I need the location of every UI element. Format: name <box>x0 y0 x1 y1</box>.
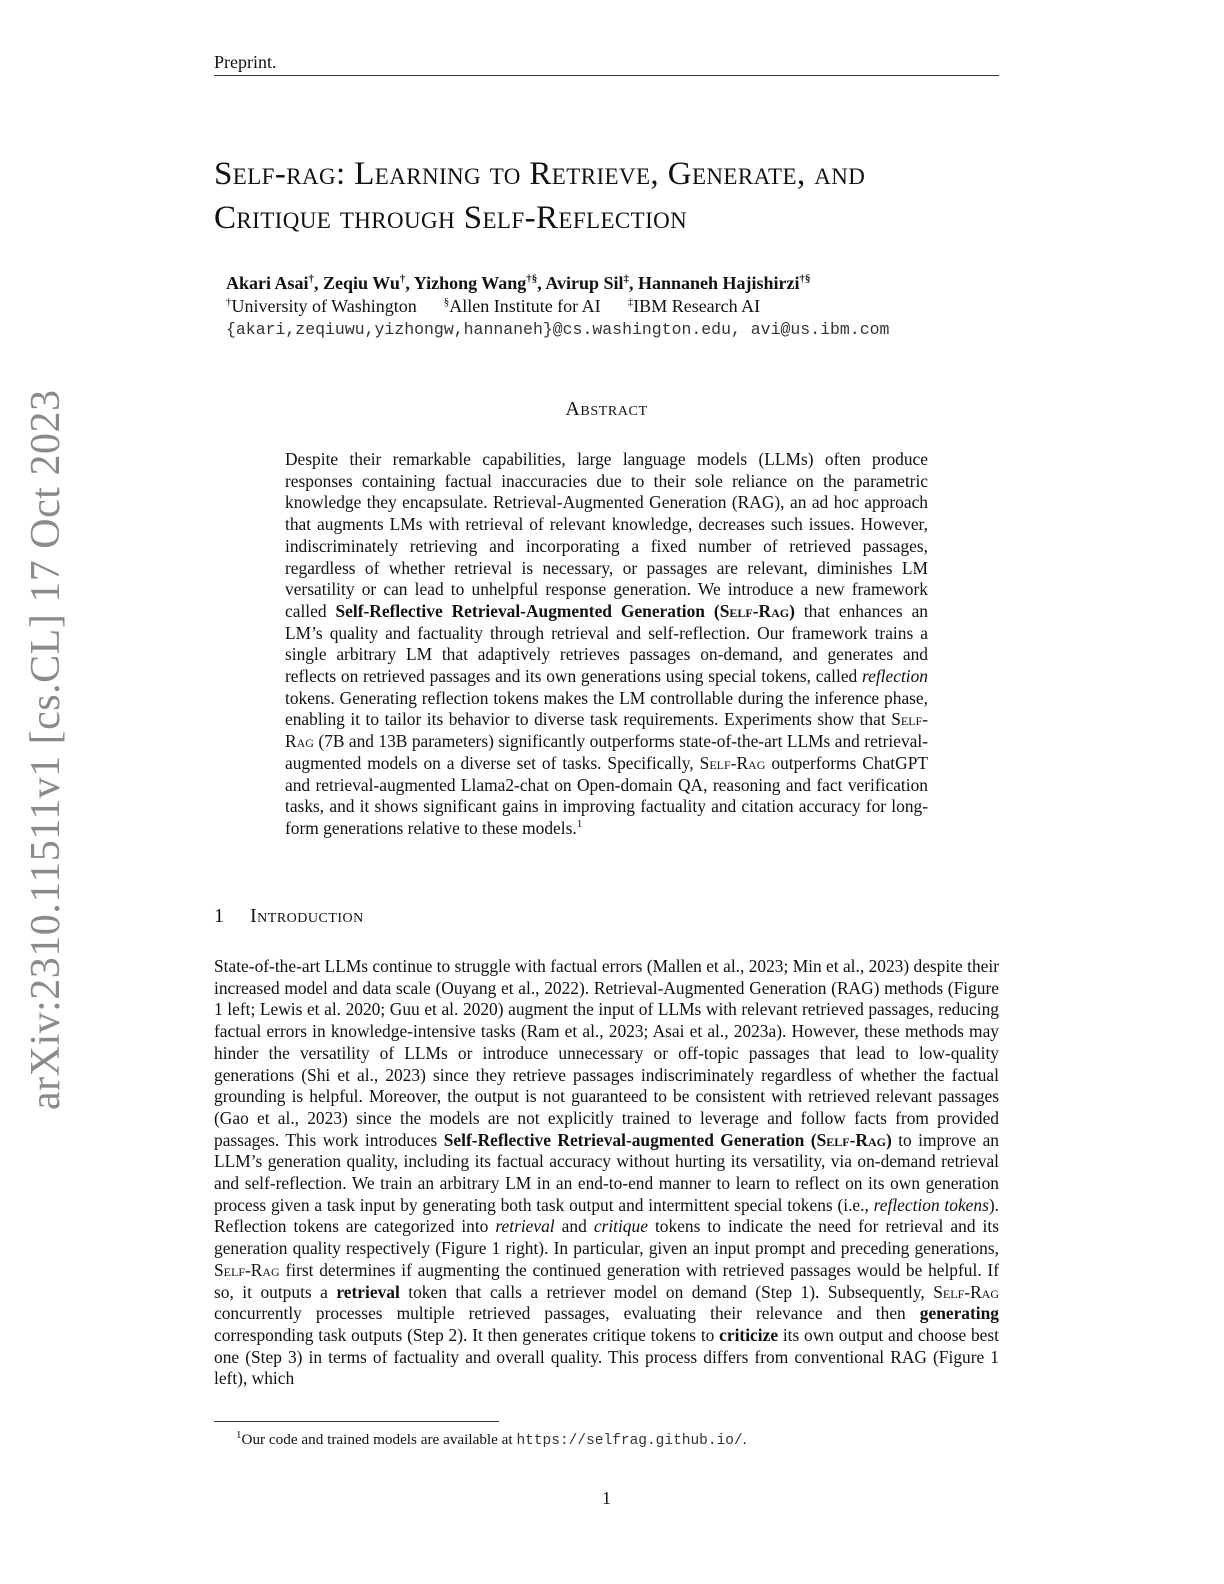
intro-text: ). Reflection tokens are categorized into <box>214 1194 999 1237</box>
intro-text: concurrently processes multiple retrieved passages, evaluating their relevance and then <box>214 1303 920 1324</box>
footnote-mark: 1 <box>236 1428 242 1441</box>
footnote-divider <box>214 1421 499 1422</box>
intro-text: first determines if augmenting the continued generation with retrieved passages would be helpful. If so, it outputs a <box>214 1259 999 1302</box>
abstract-italic: reflection <box>862 666 928 687</box>
intro-bold: Self-Reflective Retrieval-augmented Generation (Self-Rag) <box>443 1129 892 1150</box>
intro-text: State-of-the-art LLMs continue to struggle with factual errors (Mallen et al., 2023; Min et al., 2023) despite their increased model and data scale (Ouyang et al., 2022). Retrieval-Augmented Generation (RAG) methods (Figure 1 left; Lewis et al. 2020; Guu et al. 2020) augment the input of LLMs with relevant retrieved passages, reducing factual errors in knowledge-intensive tasks (Ram et al., 2023; Asai et al., 2023a). However, these methods may hinder the versatility of LLMs or introduce unnecessary or off-topic passages that lead to low-quality generations (Shi et al., 2023) since they retrieve passages indiscriminately regardless of whether the factual grounding is helpful. Moreover, the output is not guaranteed to be consistent with retrieved relevant passages (Gao et al., 2023) since the models are not explicitly trained to leverage and follow facts from provided passages. This work introduces <box>214 956 999 1150</box>
running-header: Preprint. <box>214 52 999 76</box>
author-mark: †§ <box>526 273 538 285</box>
intro-text: tokens to indicate the need for retrieval and its generation quality respectively (Figure 1 right). In particular, given an input prompt and preceding generations, <box>214 1216 999 1259</box>
affiliation-mark: § <box>443 296 450 308</box>
intro-bold: generating <box>919 1303 999 1324</box>
method-name: Self-Rag <box>719 600 790 621</box>
author-name: Akari Asai <box>226 273 309 293</box>
paper-title <box>214 152 1014 240</box>
footnote-link[interactable]: https://selfrag.github.io/ <box>516 1433 743 1449</box>
intro-italic: retrieval <box>495 1216 555 1237</box>
affiliation-mark: ‡ <box>627 296 634 308</box>
abstract-text: Despite their remarkable capabilities, large language models (LLMs) often produce responses containing factual inaccuracies due to their sole reliance on the parametric knowledge they encapsulate. Retrieval-Augmented Generation (RAG), an ad hoc approach that augments LMs with retrieval of relevant knowledge, decreases such issues. However, indiscriminately retrieving and incorporating a fixed number of retrieved passages, regardless of whether retrieval is necessary, or passages are relevant, diminishes LM versatility or can lead to unhelpful response generation. We introduce a new framework called <box>285 449 928 621</box>
abstract-body <box>285 449 928 840</box>
intro-text: to improve an LLM’s generation quality, including its factual accuracy without hurting its versatility, via on-demand retrieval and self-reflection. We train an arbitrary LM in an end-to-end manner to learn to reflect on its own generation process given a task input by generating both task output and intermittent special tokens (i.e., <box>214 1129 999 1215</box>
arxiv-identifier-stamp: arXiv:2310.11511v1 [cs.CL] 17 Oct 2023 <box>23 389 69 1110</box>
method-name: Self-Rag <box>285 709 928 752</box>
abstract-bold: Self-Reflective Retrieval-Augmented Generation (Self-Rag) <box>335 600 795 621</box>
method-name: Self-Rag <box>933 1281 999 1302</box>
intro-bold: criticize <box>719 1324 779 1345</box>
abstract-text: (7B and 13B parameters) significantly outperforms state-of-the-art LLMs and retrieval-augmented models on a diverse set of tasks. Specifically, <box>285 731 928 773</box>
abstract-text: outperforms ChatGPT and retrieval-augmented Llama2-chat on Open-domain QA, reasoning and fact verification tasks, and it shows significant gains in improving factuality and citation accuracy for long-form generations relative to these models. <box>285 752 928 838</box>
author-name: Yizhong Wang <box>413 273 527 293</box>
section-title: Introduction <box>250 905 364 927</box>
affiliation: University of Washington <box>231 296 417 316</box>
affiliation-mark: † <box>226 296 232 308</box>
author-mark: † <box>399 273 406 285</box>
author-mark: ‡ <box>623 273 629 285</box>
method-name: Self-Rag <box>816 1129 886 1150</box>
author-emails: {akari,zeqiuwu,yizhongw,hannaneh}@cs.washington.edu, avi@us.ibm.com <box>226 320 890 339</box>
author-mark: †§ <box>799 273 811 285</box>
author-name: Hannaneh Hajishirzi <box>638 273 800 293</box>
intro-text: and <box>554 1216 594 1237</box>
affiliation: Allen Institute for AI <box>449 296 601 316</box>
intro-bold: retrieval <box>336 1281 400 1302</box>
author-mark: † <box>308 273 315 285</box>
footnote-ref: 1 <box>576 818 583 831</box>
footnote: $^1$Our code and trained models are available at https://selfrag.github.io/. <box>236 1428 747 1449</box>
intro-italic: reflection tokens <box>873 1194 989 1215</box>
intro-text: corresponding task outputs (Step 2). It then generates critique tokens to <box>214 1324 720 1345</box>
page-number: 1 <box>602 1488 611 1508</box>
method-name: Self-Rag <box>214 1259 280 1280</box>
intro-text: its own output and choose best one (Step 3) in terms of factuality and overall quality. This process differs from conventional RAG (Figure 1 left), which <box>214 1324 999 1389</box>
abstract-text: tokens. Generating reflection tokens makes the LM controllable during the inference phase, enabling it to tailor its behavior to diverse task requirements. Experiments show that <box>285 687 928 730</box>
abstract-text: that enhances an LM’s quality and factuality through retrieval and self-reflection. Our framework trains a single arbitrary LM that adaptively retrieves passages on-demand, and generates and reflects on retrieved passages and its own generations using special tokens, called <box>285 600 928 687</box>
footnote-text: Our code and trained models are available at <box>241 1431 517 1448</box>
author-names: Akari Asai†, Zeqiu Wu†, Yizhong Wang†§, Avirup Sil‡, Hannaneh Hajishirzi†§ <box>226 273 811 293</box>
title-line-2: Critique through Self-Reflection <box>214 200 688 236</box>
title-line-1: Self-rag: Learning to Retrieve, Generate, and <box>214 156 866 192</box>
section-number: 1 <box>214 905 225 927</box>
author-name: Avirup Sil <box>545 273 624 293</box>
section-heading-introduction <box>214 905 999 928</box>
affiliation: IBM Research AI <box>633 296 761 316</box>
abstract-heading: Abstract <box>565 398 648 420</box>
author-block <box>226 272 1016 341</box>
affiliations <box>226 295 1016 318</box>
intro-text: token that calls a retriever model on demand (Step 1). Subsequently, <box>399 1281 934 1302</box>
intro-italic: critique <box>593 1216 648 1237</box>
method-name: Self-Rag <box>699 752 766 773</box>
introduction-body <box>214 956 999 1390</box>
author-name: Zeqiu Wu <box>323 273 400 293</box>
